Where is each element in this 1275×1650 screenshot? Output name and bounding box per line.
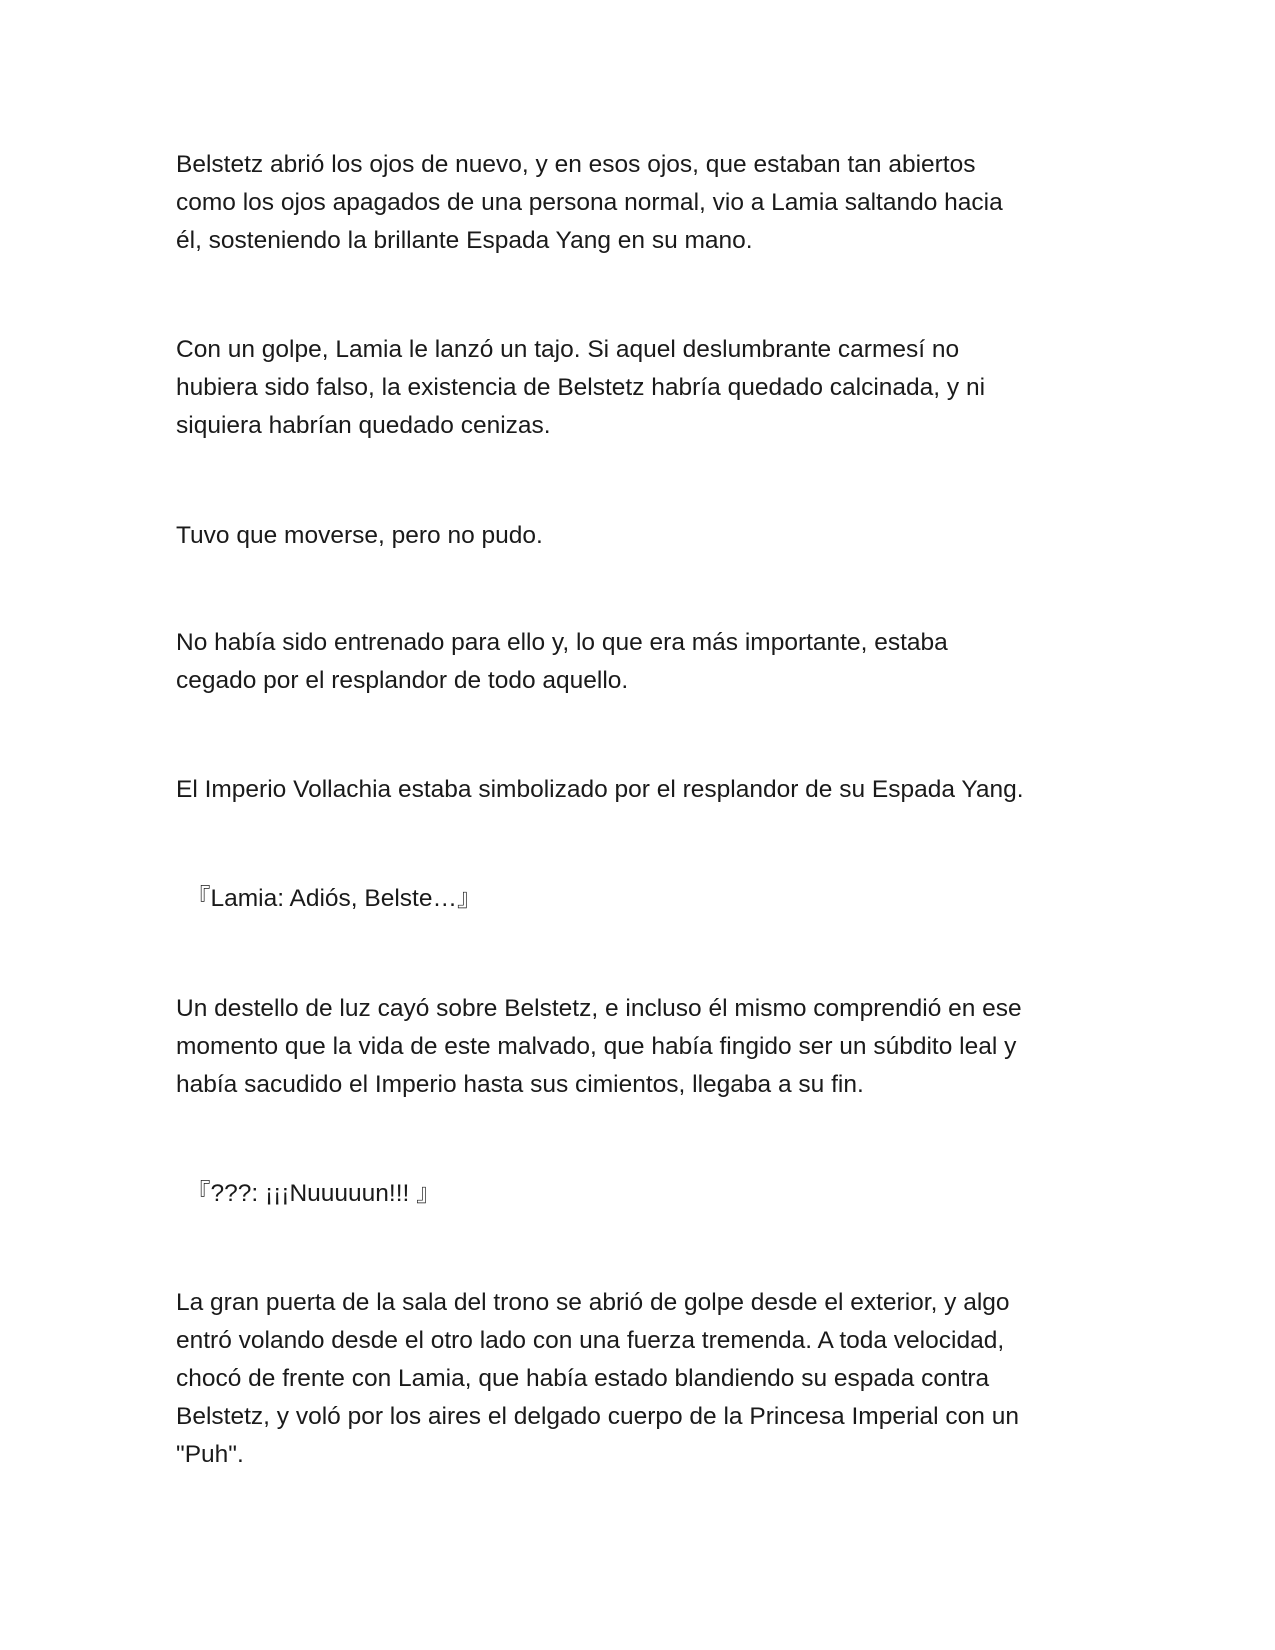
text-line: Belstetz abrió los ojos de nuevo, y en esos ojos, que estaban tan abiertos [176,151,976,178]
paragraph-7 [176,990,1116,1104]
text-line: El Imperio Vollachia estaba simbolizado por el resplandor de su Espada Yang. [176,776,1024,803]
dialogue-lamia [186,880,1126,918]
text-line: él, sosteniendo la brillante Espada Yang en su mano. [176,227,753,254]
paragraph-5 [176,771,1116,809]
paragraph-1 [176,146,1116,260]
paragraph-3 [176,517,1116,555]
paragraph-2 [176,331,1116,445]
text-line: Un destello de luz cayó sobre Belstetz, e incluso él mismo comprendió en ese [176,995,1022,1022]
text-line: siquiera habrían quedado cenizas. [176,412,551,439]
paragraph-9 [176,1284,1116,1474]
text-line: momento que la vida de este malvado, que había fingido ser un súbdito leal y [176,1033,1017,1060]
text-line: Tuvo que moverse, pero no pudo. [176,522,543,549]
text-line: Belstetz, y voló por los aires el delgado cuerpo de la Princesa Imperial con un [176,1403,1019,1430]
text-line: chocó de frente con Lamia, que había estado blandiendo su espada contra [176,1365,990,1392]
text-line: Con un golpe, Lamia le lanzó un tajo. Si aquel deslumbrante carmesí no [176,336,960,363]
text-line: cegado por el resplandor de todo aquello. [176,667,629,694]
text-line: "Puh". [176,1441,244,1468]
text-line: había sacudido el Imperio hasta sus cimientos, llegaba a su fin. [176,1071,864,1098]
text-line: No había sido entrenado para ello y, lo que era más importante, estaba [176,629,948,656]
text-line: La gran puerta de la sala del trono se abrió de golpe desde el exterior, y algo [176,1289,1010,1316]
text-line: como los ojos apagados de una persona normal, vio a Lamia saltando hacia [176,189,1003,216]
dialogue-unknown [186,1175,1126,1213]
text-line: 『???: ¡¡¡Nuuuuun!!! 』 [186,1180,441,1207]
text-line: hubiera sido falso, la existencia de Belstetz habría quedado calcinada, y ni [176,374,986,401]
text-line: entró volando desde el otro lado con una fuerza tremenda. A toda velocidad, [176,1327,1005,1354]
text-line: 『Lamia: Adiós, Belste…』 [186,885,482,912]
paragraph-4 [176,624,1116,700]
